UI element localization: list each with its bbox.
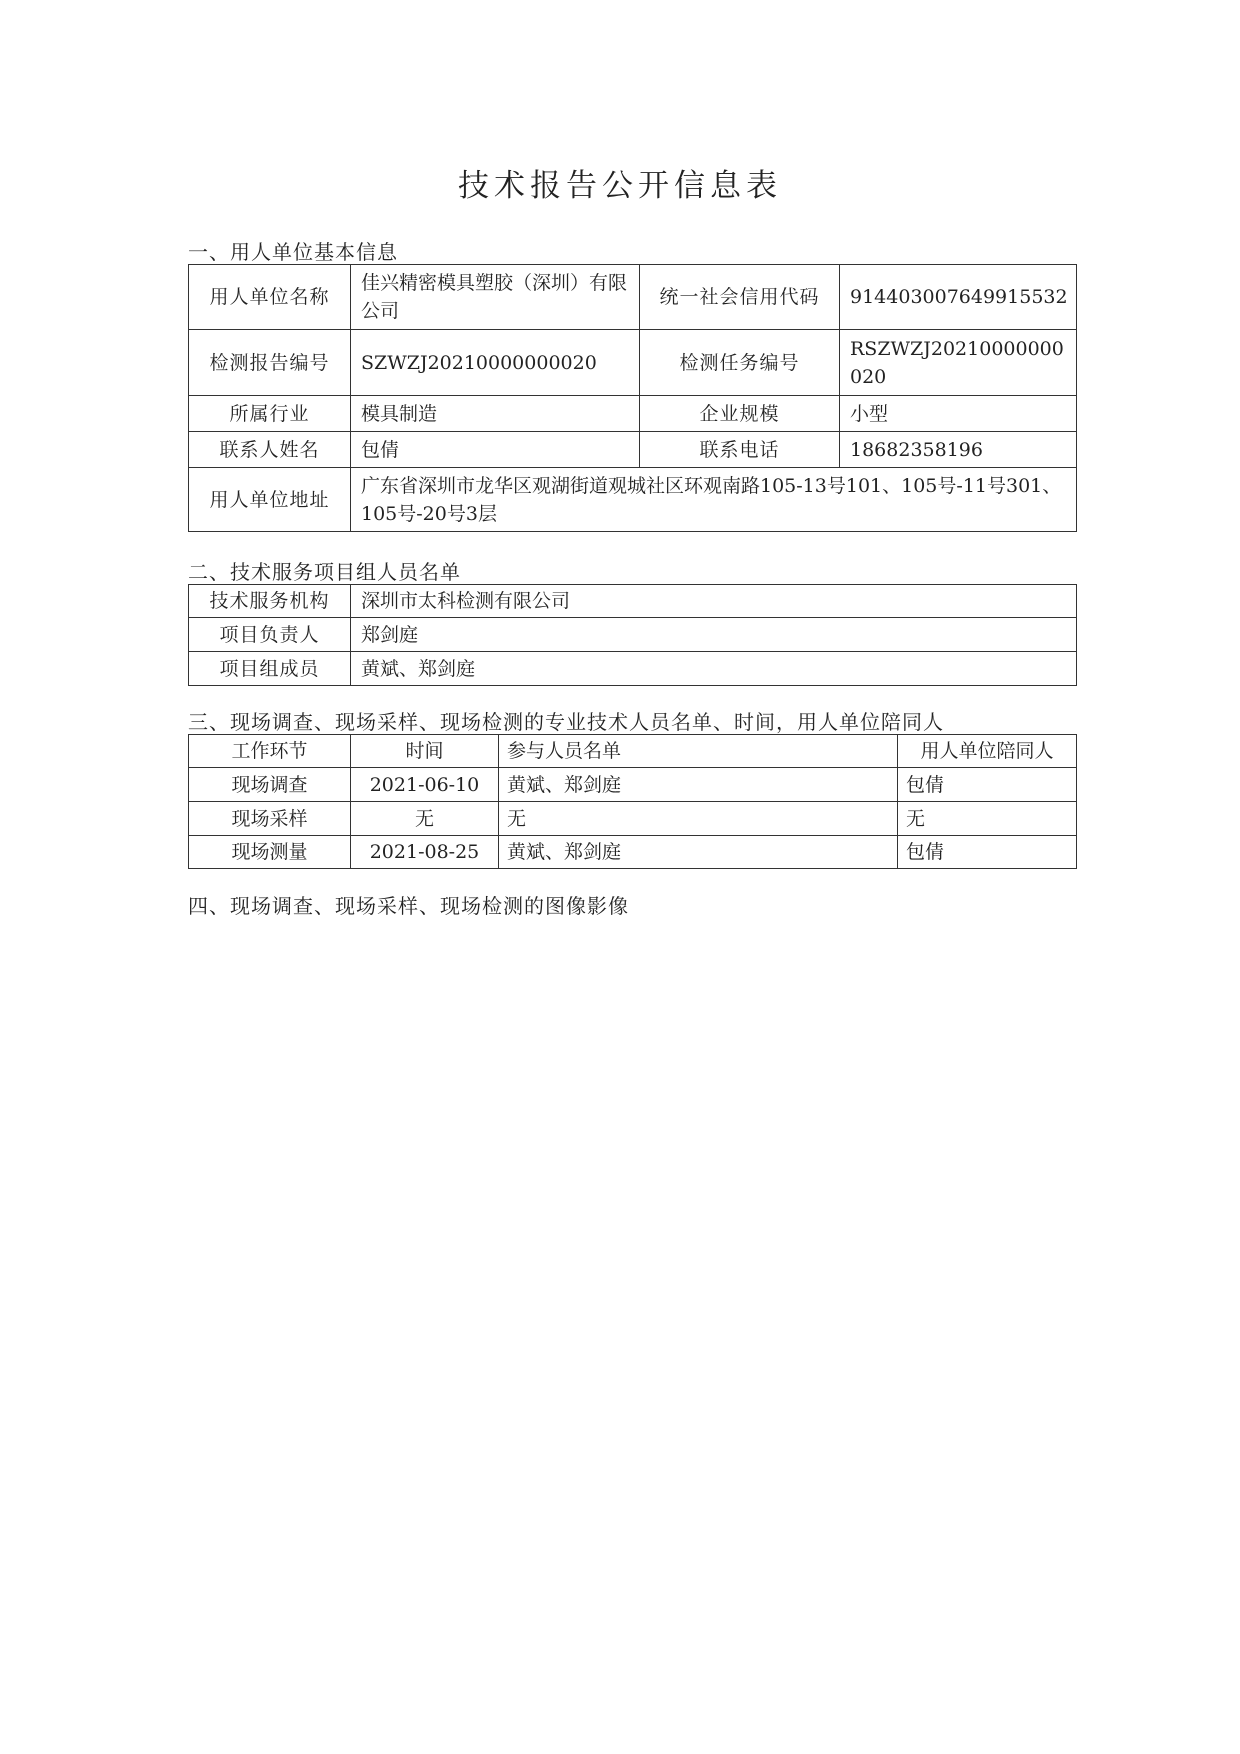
field-work-table — [188, 734, 1077, 869]
col-header-participants: 参与人员名单 — [499, 735, 898, 768]
row-participants: 无 — [499, 802, 898, 836]
row-stage: 现场测量 — [189, 836, 351, 869]
report-no-value: SZWZJ20210000000020 — [351, 330, 640, 396]
scale-label: 企业规模 — [640, 396, 840, 432]
section1-heading: 一、用人单位基本信息 — [188, 240, 398, 264]
table-row — [189, 768, 1077, 802]
table-header-row — [189, 735, 1077, 768]
members-label: 项目组成员 — [189, 652, 351, 686]
leader-value: 郑剑庭 — [351, 618, 1077, 652]
table-row — [189, 585, 1077, 618]
phone-label: 联系电话 — [640, 432, 840, 468]
row-time: 无 — [351, 802, 499, 836]
phone-value: 18682358196 — [840, 432, 1077, 468]
section2-heading: 二、技术服务项目组人员名单 — [188, 560, 461, 584]
task-no-label: 检测任务编号 — [640, 330, 840, 396]
unit-name-value: 佳兴精密模具塑胶（深圳）有限公司 — [351, 265, 640, 330]
table-row — [189, 618, 1077, 652]
row-time: 2021-06-10 — [351, 768, 499, 802]
table-row — [189, 432, 1077, 468]
report-no-label: 检测报告编号 — [189, 330, 351, 396]
table-row — [189, 265, 1077, 330]
scale-value: 小型 — [840, 396, 1077, 432]
row-stage: 现场调查 — [189, 768, 351, 802]
address-value: 广东省深圳市龙华区观湖街道观城社区环观南路105-13号101、105号-11号301、105号-20号3层 — [351, 468, 1077, 532]
table-row — [189, 652, 1077, 686]
members-value: 黄斌、郑剑庭 — [351, 652, 1077, 686]
table-row — [189, 802, 1077, 836]
row-participants: 黄斌、郑剑庭 — [499, 768, 898, 802]
address-label: 用人单位地址 — [189, 468, 351, 532]
row-escort: 包倩 — [898, 768, 1077, 802]
leader-label: 项目负责人 — [189, 618, 351, 652]
industry-value: 模具制造 — [351, 396, 640, 432]
row-stage: 现场采样 — [189, 802, 351, 836]
col-header-time: 时间 — [351, 735, 499, 768]
team-table — [188, 584, 1077, 686]
contact-label: 联系人姓名 — [189, 432, 351, 468]
col-header-escort: 用人单位陪同人 — [898, 735, 1077, 768]
table-row — [189, 330, 1077, 396]
credit-code-label: 统一社会信用代码 — [640, 265, 840, 330]
section3-heading: 三、现场调查、现场采样、现场检测的专业技术人员名单、时间，用人单位陪同人 — [188, 710, 944, 734]
unit-info-table — [188, 264, 1077, 532]
row-participants: 黄斌、郑剑庭 — [499, 836, 898, 869]
org-label: 技术服务机构 — [189, 585, 351, 618]
row-escort: 包倩 — [898, 836, 1077, 869]
page-title: 技术报告公开信息表 — [458, 168, 782, 204]
row-time: 2021-08-25 — [351, 836, 499, 869]
table-row — [189, 396, 1077, 432]
org-value: 深圳市太科检测有限公司 — [351, 585, 1077, 618]
table-row — [189, 836, 1077, 869]
unit-name-label: 用人单位名称 — [189, 265, 351, 330]
row-escort: 无 — [898, 802, 1077, 836]
task-no-value: RSZWZJ20210000000020 — [840, 330, 1077, 396]
credit-code-value: 914403007649915532 — [840, 265, 1077, 330]
section4-heading: 四、现场调查、现场采样、现场检测的图像影像 — [188, 894, 629, 918]
table-row — [189, 468, 1077, 532]
contact-value: 包倩 — [351, 432, 640, 468]
col-header-stage: 工作环节 — [189, 735, 351, 768]
industry-label: 所属行业 — [189, 396, 351, 432]
